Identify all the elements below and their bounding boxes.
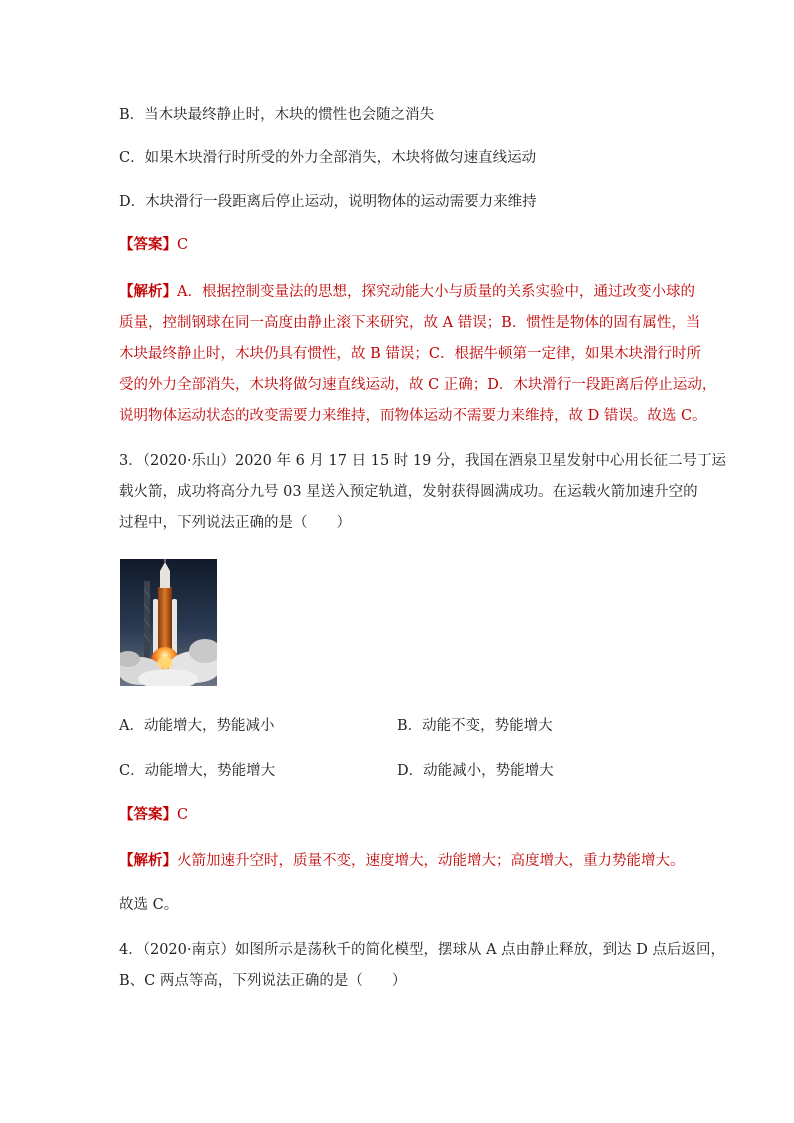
q2-answer [119,235,188,255]
analysis-label: 【解析】 [119,852,177,869]
q2-analysis-line-5: 说明物体运动状态的改变需要力来维持，而物体运动不需要力来维持，故 D 错误。故选 C。 [119,408,707,424]
q3-answer [119,805,188,825]
q2-option-d: D．木块滑行一段距离后停止运动，说明物体的运动需要力来维持 [119,194,537,210]
q3-option-d: D．动能减小，势能增大 [397,763,554,779]
q4-stem-line-1: 4．（2020·南京）如图所示是荡秋千的简化模型，摆球从 A 点由静止释放，到达 D 点后返回， [119,942,726,958]
q3-stem-line-2: 载火箭，成功将高分九号 03 星送入预定轨道，发射获得圆满成功。在运载火箭加速升空的 [119,484,698,500]
answer-value: C [177,237,189,253]
q3-analysis-line-2: 故选 C。 [119,897,179,913]
analysis-text: A．根据控制变量法的思想，探究动能大小与质量的关系实验中，通过改变小球的 [177,284,695,300]
q2-analysis-line-4: 受的外力全部消失，木块将做匀速直线运动，故 C 正确；D．木块滑行一段距离后停止运动， [119,377,717,393]
q3-stem-line-3: 过程中，下列说法正确的是（ ） [119,515,351,531]
analysis-label: 【解析】 [119,283,177,300]
answer-label: 【答案】 [119,806,177,823]
answer-value: C [177,807,189,823]
q2-analysis-line-2: 质量，控制钢球在同一高度由静止滚下来研究，故 A 错误；B．惯性是物体的固有属性，当 [119,315,701,331]
q2-option-b: B．当木块最终静止时，木块的惯性也会随之消失 [119,107,435,123]
q3-analysis-line-1 [119,851,685,871]
q3-option-c: C．动能增大，势能增大 [119,763,276,779]
analysis-text: 火箭加速升空时，质量不变，速度增大，动能增大；高度增大，重力势能增大。 [177,853,685,869]
q3-stem-line-1: 3．（2020·乐山）2020 年 6 月 17 日 15 时 19 分，我国在酒泉卫星发射中心用长征二号丁运 [119,453,726,469]
q2-analysis-line-3: 木块最终静止时，木块仍具有惯性，故 B 错误；C．根据牛顿第一定律，如果木块滑行时所 [119,346,701,362]
q3-option-b: B．动能不变，势能增大 [397,718,553,734]
q2-analysis-line-1 [119,282,695,302]
q3-option-a: A．动能增大，势能减小 [119,718,275,734]
answer-label: 【答案】 [119,236,177,253]
q2-option-c: C．如果木块滑行时所受的外力全部消失，木块将做匀速直线运动 [119,150,537,166]
rocket-launch-image [120,559,217,686]
q4-stem-line-2: B、C 两点等高，下列说法正确的是（ ） [119,973,407,989]
